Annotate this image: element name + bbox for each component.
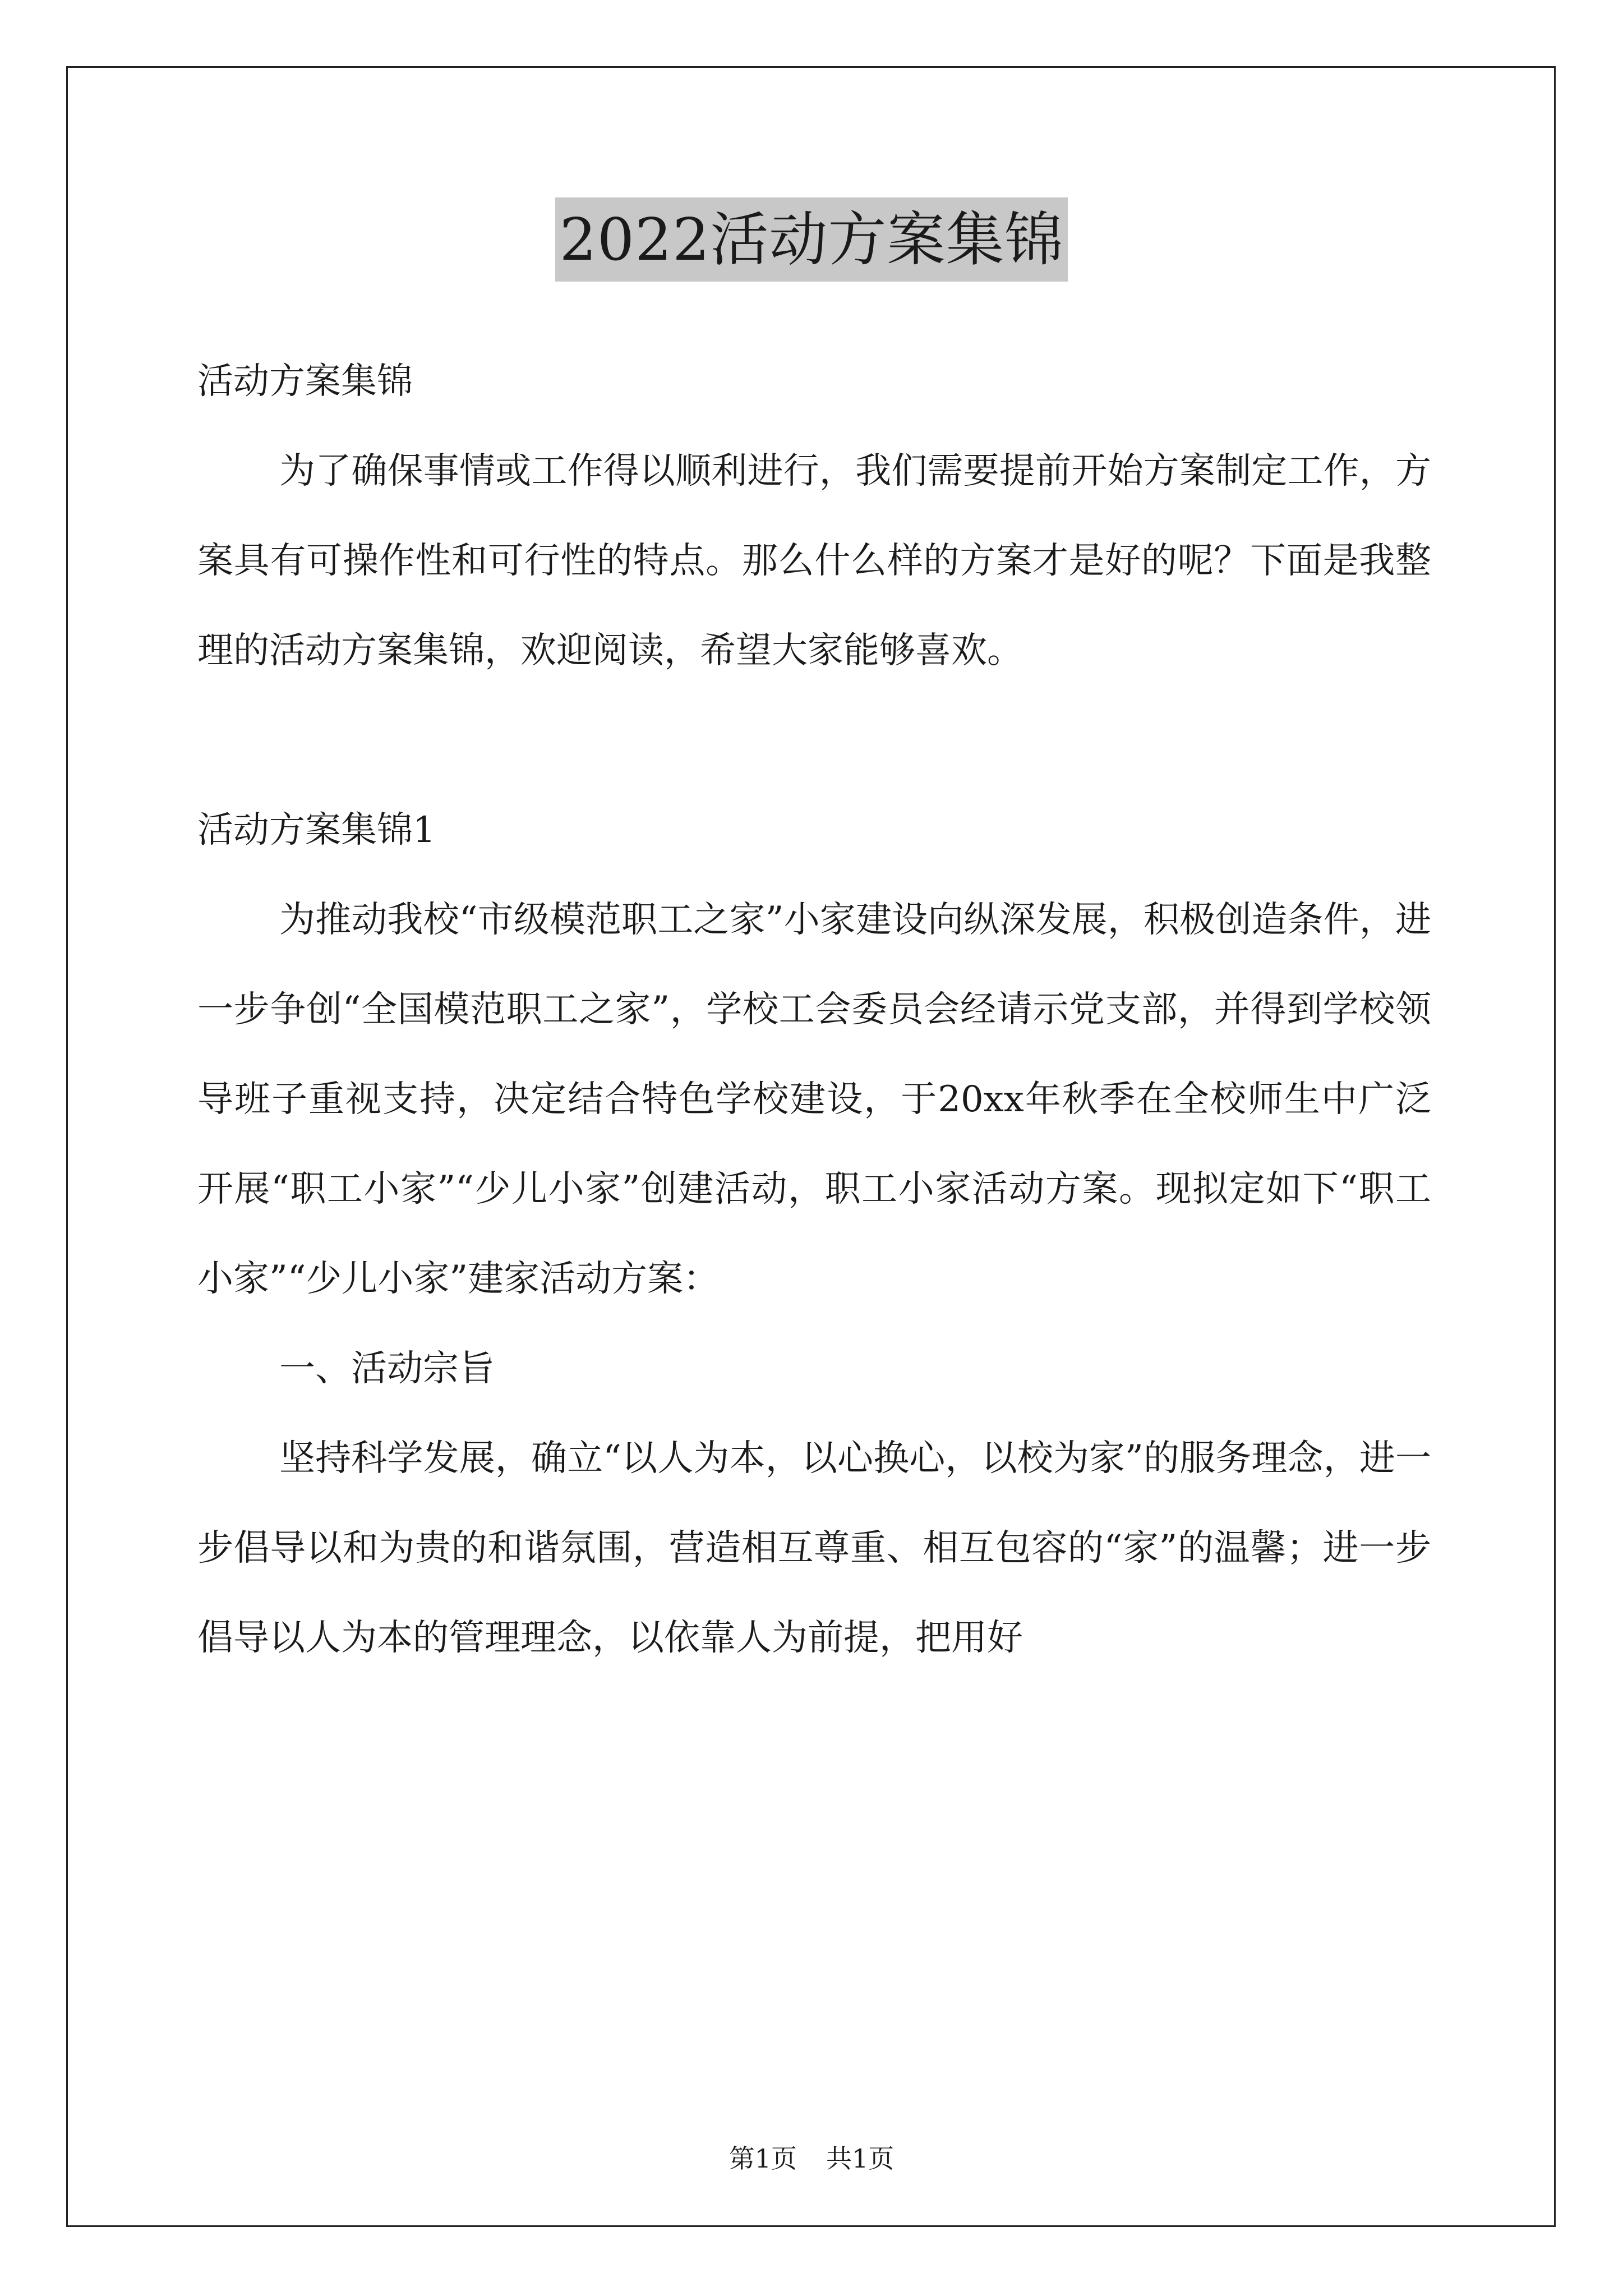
intro-paragraph: 为了确保事情或工作得以顺利进行，我们需要提前开始方案制定工作，方案具有可操作性和可行性的特点。那么什么样的方案才是好的呢？下面是我整理的活动方案集锦，欢迎阅读，希望大家能够喜欢。 [197, 450, 1431, 671]
document-title: 2022活动方案集锦 [555, 197, 1068, 282]
subsection1-paragraph: 坚持科学发展，确立“以人为本，以心换心，以校为家”的服务理念，进一步倡导以和为贵的和谐氛围，营造相互尊重、相互包容的“家”的温馨；进一步倡导以人为本的管理理念，以依靠人为前提，把用好 [197, 1438, 1431, 1659]
page-total: 共1页 [826, 2143, 895, 2174]
section1-heading: 活动方案集锦1 [197, 809, 436, 851]
paragraph-spacer [197, 696, 1431, 785]
document-body [197, 337, 1431, 1683]
title-container [0, 197, 1623, 282]
page-footer [0, 2142, 1623, 2175]
page-number: 第1页 [728, 2143, 797, 2174]
intro-heading: 活动方案集锦 [197, 361, 413, 402]
subsection1-heading: 一、活动宗旨 [279, 1348, 495, 1389]
section1-paragraph: 为推动我校“市级模范职工之家”小家建设向纵深发展，积极创造条件，进一步争创“全国模范职工之家”，学校工会委员会经请示党支部，并得到学校领导班子重视支持，决定结合特色学校建设，于20xx年秋季在全校师生中广泛开展“职工小家”“少儿小家”创建活动，职工小家活动方案。现拟定如下“职工小家”“少儿小家”建家活动方案： [197, 899, 1431, 1300]
